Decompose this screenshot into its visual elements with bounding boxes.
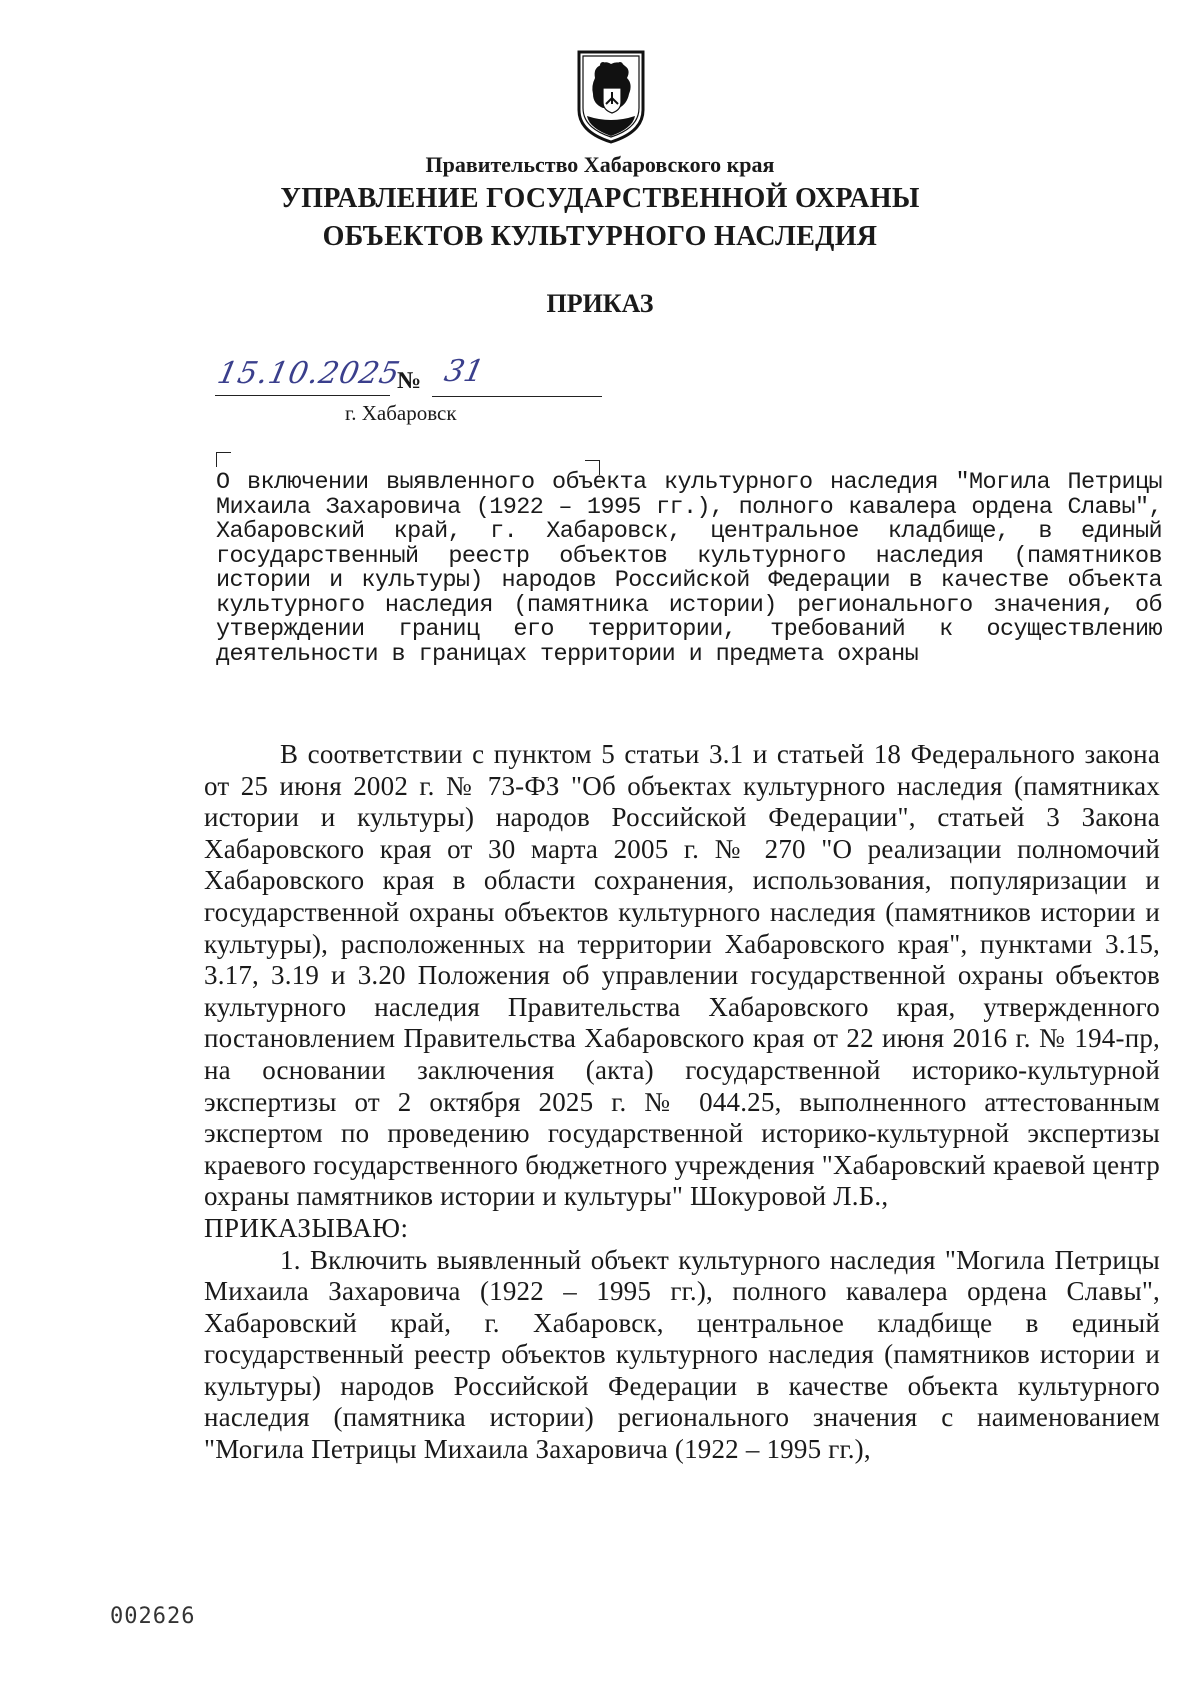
department-name-line-2: ОБЪЕКТОВ КУЛЬТУРНОГО НАСЛЕДИЯ [322, 221, 878, 252]
city: г. Хабаровск [345, 401, 457, 425]
document-type: ПРИКАЗ [546, 289, 654, 318]
order-body [204, 739, 1160, 1466]
order-title: О включении выявленного объекта культурного наследия "Могила Петрицы Михаила Захаровича (1922 – 1995 гг.), полного кавалера ордена Славы", Хабаровский край, г. Хабаровск, центральное кладбище, в единый государственный реестр объектов культурного наследия (памятников истории и культуры) народов Российской Федерации в качестве объекта культурного наследия (памятника истории) регионального значения, об утверждении границ его территории, требований к осуществлению деятельности в границах территории и предмета охраны [216, 469, 1162, 668]
order-word: ПРИКАЗЫВАЮ: [204, 1212, 409, 1243]
order-date: 15.10.2025 [214, 356, 404, 391]
number-underline [432, 396, 602, 397]
number-sign: № [397, 368, 422, 394]
department-name-line-1: УПРАВЛЕНИЕ ГОСУДАРСТВЕННОЙ ОХРАНЫ [280, 183, 920, 214]
government-name: Правительство Хабаровского края [425, 152, 775, 177]
date-underline [215, 395, 390, 396]
khabarovsk-coat-of-arms-icon [573, 48, 649, 146]
preamble-paragraph: В соответствии с пунктом 5 статьи 3.1 и статьей 18 Федерального закона от 25 июня 2002 г. № 73-ФЗ "Об объектах культурного наследия (памятниках истории и культуры) народов Российской Федерации", статьей 3 Закона Хабаровского края от 30 марта 2005 г. № 270 "О реализации полномочий Хабаровского края в области сохранения, использования, популяризации и государственной охраны объектов культурного наследия (памятников истории и культуры), расположенных на территории Хабаровского края", пунктами 3.15, 3.17, 3.19 и 3.20 Положения об управлении государственной охраны объектов культурного наследия Правительства Хабаровского края, утвержденного постановлением Правительства Хабаровского края от 22 июня 2016 г. № 194-пр, на основании заключения (акта) государственной историко-культурной экспертизы от 2 октября 2025 г. № 044.25, выполненного аттестованным экспертом по проведению государственной историко-культурной экспертизы краевого государственного бюджетного учреждения "Хабаровский краевой центр охраны памятников истории и культуры" Шокуровой Л.Б., [204, 739, 1160, 1212]
item-1-paragraph: 1. Включить выявленный объект культурного наследия "Могила Петрицы Михаила Захаровича (1922 – 1995 гг.), полного кавалера ордена Славы", Хабаровский край, г. Хабаровск, центральное кладбище в единый государственный реестр объектов культурного наследия (памятников истории и культуры) народов Российской Федерации в качестве объекта культурного наследия (памятника истории) регионального значения с наименованием "Могила Петрицы Михаила Захаровича (1922 – 1995 гг.), [204, 1244, 1160, 1465]
title-corner-mark-left [216, 452, 231, 467]
order-number: 31 [441, 354, 487, 389]
page-code: 002626 [110, 1604, 196, 1629]
